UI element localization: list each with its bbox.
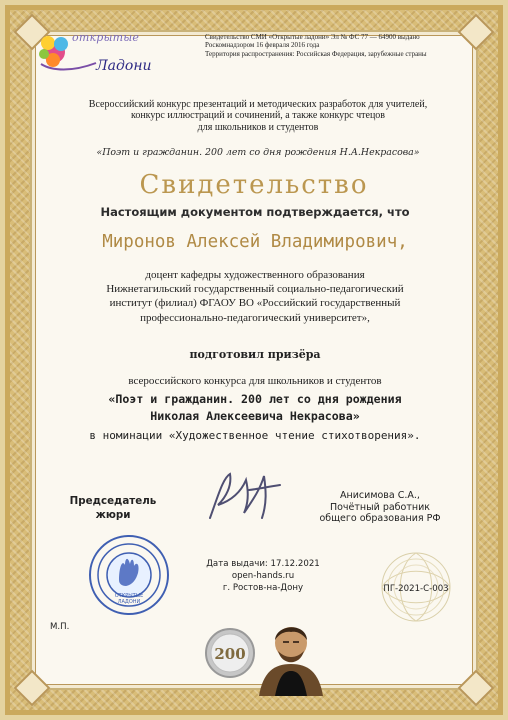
contest-motto: «Поэт и гражданин. 200 лет со дня рождения Н.А.Некрасова»: [96, 147, 420, 158]
portrait-icon: [254, 610, 328, 696]
issue-line: г. Ростов-на-Дону: [222, 583, 304, 593]
contest-type: всероссийского конкурса для школьников и студентов: [128, 375, 382, 387]
svg-text:ЛАДОНИ: ЛАДОНИ: [117, 599, 141, 605]
issue-line: Дата выдачи: 17.12.2021: [206, 559, 320, 569]
registry-line: Свидетельство СМИ «Открытые ладони» Эл № ФС 77 — 64900 выдано: [205, 33, 420, 41]
svg-text:ОТКРЫТЫЕ: ОТКРЫТЫЕ: [114, 593, 144, 599]
contest-line: конкурс иллюстраций и сочинений, а также конкурс чтецов: [130, 110, 386, 122]
stamp-icon: [88, 534, 170, 616]
affiliation-line: доцент кафедры художественного образования: [145, 269, 365, 281]
recipient-affiliation: [60, 268, 450, 325]
document-code: ПГ-2021-С-003: [383, 584, 449, 594]
contest-line: для школьников и студентов: [197, 121, 319, 133]
issue-info: [183, 558, 343, 594]
logo-line1: открытые: [72, 31, 140, 44]
handwritten-signature-icon: [200, 466, 290, 526]
affiliation-line: Нижнетагильский государственный социально-педагогический: [106, 283, 404, 296]
registry-line: Роскомнадзором 16 февраля 2016 года: [205, 41, 320, 50]
signer-line: Почётный работник: [329, 501, 431, 513]
nekrasov-portrait: [254, 610, 328, 696]
logo-line2: Ладони: [96, 58, 152, 74]
registry-line: Территория распространения: Российская Федерация, зарубежные страны: [205, 49, 427, 58]
signer-line: общего образования РФ: [319, 513, 441, 524]
chair-line: Председатель: [69, 495, 157, 507]
affiliation-line: институт (филиал) ФГАОУ ВО «Российский государственный: [109, 297, 401, 310]
nomination: в номинации «Художественное чтение стихотворения».: [89, 429, 421, 442]
poem-title-line: «Поэт и гражданин. 200 лет со дня рождения: [108, 392, 402, 406]
signer-info: [310, 490, 450, 525]
registry-info: [205, 33, 455, 58]
prepared-label: подготовил призёра: [189, 348, 321, 361]
confirmation-text: Настоящим документом подтверждается, что: [100, 205, 410, 219]
affiliation-line: профессионально-педагогический университет»,: [140, 311, 370, 324]
medal-text: 200: [214, 645, 246, 663]
signer-line: Анисимова С.А.,: [340, 490, 420, 501]
chair-label: [68, 494, 158, 522]
certificate-title: Свидетельство: [139, 170, 369, 200]
anniversary-medal: [204, 625, 256, 681]
issue-line: open-hands.ru: [231, 571, 295, 581]
seal-place-label: М.П.: [50, 622, 70, 632]
medal-icon: [204, 625, 256, 681]
recipient-name: Миронов Алексей Владимирович,: [102, 232, 408, 252]
poem-title: [40, 391, 470, 424]
signature: [200, 466, 290, 526]
contest-line: Всероссийский конкурс презентаций и методических разработок для учителей,: [88, 99, 428, 110]
official-stamp: [88, 534, 170, 616]
chair-line: жюри: [95, 509, 131, 521]
contest-description: [43, 99, 473, 133]
poem-title-line: Николая Алексеевича Некрасова»: [150, 408, 360, 423]
